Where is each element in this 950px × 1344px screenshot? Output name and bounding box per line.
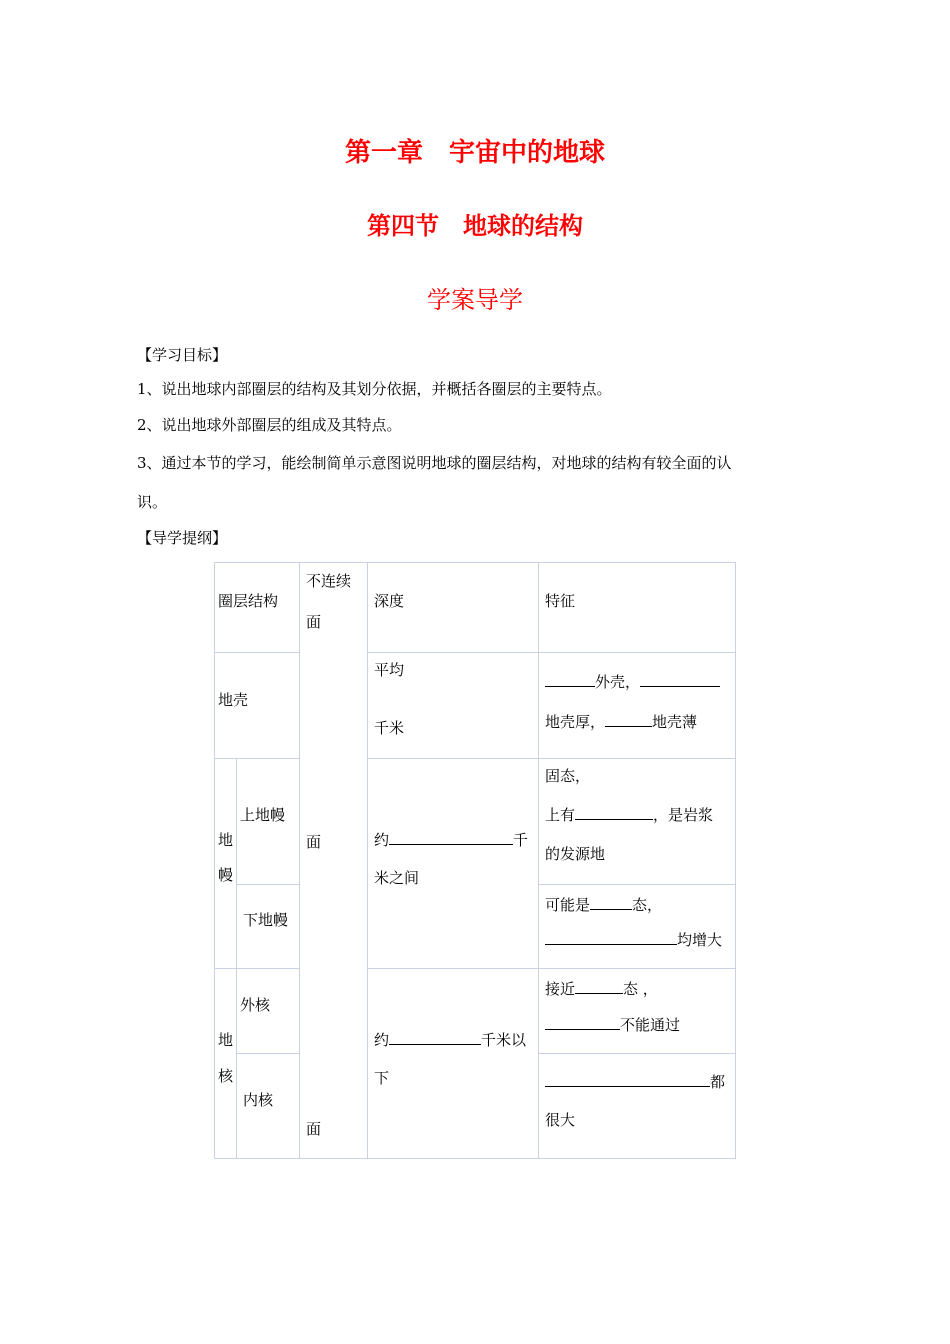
answer-blank[interactable]: [640, 670, 720, 687]
outer-core-feature-line2: 不能通过: [545, 1013, 680, 1035]
answer-blank[interactable]: [590, 893, 632, 910]
objective-item-3-continued: 识。: [137, 493, 168, 511]
outer-core-label: 外核: [240, 996, 271, 1014]
answer-blank[interactable]: [605, 710, 652, 727]
core-depth-line2: 下: [374, 1069, 390, 1087]
core-depth-line1: 约 千米以: [374, 1028, 526, 1050]
inner-core-feature-line1: 都: [545, 1070, 725, 1092]
upper-mantle-feature-line2: 上有 ，是岩浆: [545, 803, 713, 825]
discontinuity-lower-label: 面: [306, 1120, 322, 1138]
outline-heading: 【导学提纲】: [137, 529, 228, 547]
crust-feature-line1: 外壳，: [545, 670, 720, 692]
outer-core-feature-line1: 接近 态 ，: [545, 977, 658, 999]
upper-mantle-feature-line3: 的发源地: [545, 845, 606, 863]
objective-item-2: 2、说出地球外部圈层的组成及其特点。: [137, 416, 402, 434]
lower-mantle-feature-line2: 均增大: [545, 928, 722, 950]
answer-blank[interactable]: [545, 670, 595, 687]
crust-depth-line1: 平均: [374, 661, 405, 679]
header-discontinuity-cont: 面: [306, 613, 322, 631]
answer-blank[interactable]: [545, 1070, 710, 1087]
mantle-depth-line2: 米之间: [374, 869, 420, 887]
header-discontinuity: 不连续: [306, 572, 352, 590]
crust-depth-line2: 千米: [374, 719, 405, 737]
mantle-depth-line1: 约 千: [374, 828, 528, 850]
answer-blank[interactable]: [575, 803, 653, 820]
inner-core-feature-line2: 很大: [545, 1111, 576, 1129]
lower-mantle-label: 下地幔: [243, 911, 289, 929]
header-structure: 圈层结构: [218, 592, 279, 610]
answer-blank[interactable]: [389, 828, 513, 845]
upper-mantle-label: 上地幔: [240, 806, 286, 824]
mantle-label-line2: 幔: [218, 866, 234, 884]
section-title: 第四节 地球的结构: [367, 212, 583, 240]
lower-mantle-feature-line1: 可能是 态，: [545, 893, 662, 915]
crust-label: 地壳: [218, 691, 249, 709]
answer-blank[interactable]: [545, 928, 677, 945]
inner-core-label: 内核: [243, 1091, 274, 1109]
answer-blank[interactable]: [389, 1028, 481, 1045]
core-label-line1: 地: [218, 1031, 234, 1049]
mantle-label-line1: 地: [218, 831, 234, 849]
answer-blank[interactable]: [575, 977, 623, 994]
objectives-heading: 【学习目标】: [137, 346, 228, 364]
document-title: 学案导学: [427, 286, 523, 314]
crust-feature-line2: 地壳厚， 地壳薄: [545, 710, 697, 732]
header-depth: 深度: [374, 592, 405, 610]
objective-item-1: 1、说出地球内部圈层的结构及其划分依据，并概括各圈层的主要特点。: [137, 380, 612, 398]
chapter-title: 第一章 宇宙中的地球: [344, 138, 605, 168]
header-feature: 特征: [545, 592, 576, 610]
answer-blank[interactable]: [545, 1013, 620, 1030]
discontinuity-upper-label: 面: [306, 833, 322, 851]
upper-mantle-feature-line1: 固态，: [545, 767, 591, 785]
objective-item-3: 3、通过本节的学习，能绘制简单示意图说明地球的圈层结构，对地球的结构有较全面的认: [137, 454, 732, 472]
core-label-line2: 核: [218, 1067, 234, 1085]
